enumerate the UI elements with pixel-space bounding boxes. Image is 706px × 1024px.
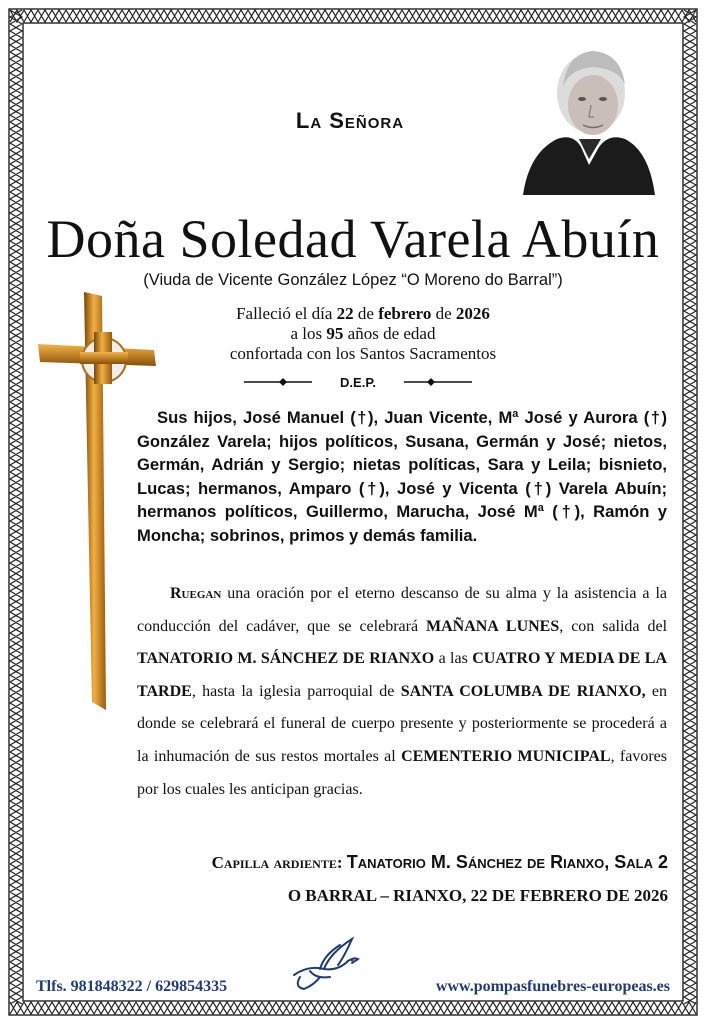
place-date: O BARRAL – RIANXO, 22 DE FEBRERO DE 2026	[287, 886, 668, 905]
sacraments-line: confortada con los Santos Sacramentos	[229, 344, 497, 363]
phone-numbers: Tlfs. 981848322 / 629854335	[36, 978, 228, 995]
website-link[interactable]: www.pompasfunebres-europeas.es	[435, 978, 670, 995]
capilla-ardiente	[90, 852, 668, 873]
capilla-value: Tanatorio M. Sánchez de Rianxo, Sala 2	[346, 852, 668, 872]
deceased-name: Doña Soledad Varela Abuín	[46, 209, 660, 269]
honorific-heading: La Señora	[295, 108, 405, 133]
ceremony-paragraph: Ruegan una oración por el eterno descanso de su alma y la asistencia a la conducción del cadáver, que se celebrará MAÑANA LUNES, con salida del TANATORIO M. SÁNCHEZ DE RIANXO a las CUATRO Y MEDIA DE LA TARDE, hasta la iglesia parroquial de SANTA COLUMBA DE RIANXO, en donde se celebrará el funeral de cuerpo presente y posteriormente se procederá a la inhumación de sus restos mortales al CEMENTERIO MUNICIPAL, favores por los cuales les anticipan gracias.	[137, 585, 668, 798]
age-line: a los 95 años de edad	[290, 324, 436, 343]
dep-label: D.E.P.	[340, 375, 376, 390]
capilla-label: Capilla ardiente:	[211, 853, 343, 872]
widow-line: (Viuda de Vicente González López “O Moreno do Barral”)	[143, 271, 563, 289]
death-date-line: Falleció el día 22 de febrero de 2026	[236, 304, 490, 323]
death-info	[160, 304, 566, 364]
dove-icon	[290, 935, 362, 993]
family-list: Sus hijos, José Manuel (†), Juan Vicente, Mª José y Aurora (†) González Varela; hijos políticos, Susana, Germán y José; nietos, Germán, Adrián y Sergio; nietas políticas, Sara y Leila; bisnieto, Lucas; hermanos, Amparo (†), José y Vicenta (†) Varela Abuín; hermanos políticos, Guillermo, Marucha, José Mª (†), Ramón y Moncha; sobrinos, primos y demás familia.	[137, 408, 667, 545]
portrait-photo	[523, 35, 655, 195]
